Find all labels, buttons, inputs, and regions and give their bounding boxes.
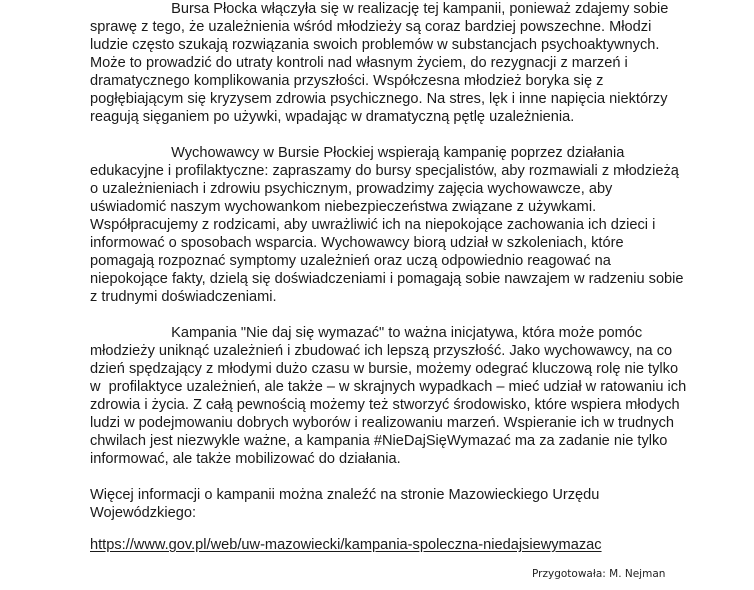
paragraph-2-line-5: Współpracujemy z rodzicami, aby uwrażliwić ich na niepokojące zachowania ich dzieci i xyxy=(90,217,656,233)
paragraph-1-line-2: sprawę z tego, że uzależnienia wśród młodzieży są coraz bardziej powszechne. Młodzi xyxy=(90,19,652,35)
info-line-1: Więcej informacji o kampanii można znaleźć na stronie Mazowieckiego Urzędu xyxy=(90,487,600,503)
info-line-2: Wojewódzkiego: xyxy=(90,505,196,521)
paragraph-3-line-2: młodzieży uniknąć uzależnień i zbudować ich lepszą przyszłość. Jako wychowawcy, na co xyxy=(90,343,673,359)
paragraph-3-line-8: informować, ale także mobilizować do działania. xyxy=(90,451,401,467)
campaign-link[interactable]: https://www.gov.pl/web/uw-mazowiecki/kampania-spoleczna-niedajsiewymazac xyxy=(90,537,602,553)
paragraph-3-line-5: zdrowia i życia. Z całą pewnością możemy też stworzyć środowisko, które wspiera młodych xyxy=(90,397,680,413)
paragraph-2-line-8: niepokojące fakty, dzielą się doświadczeniami i pomagają sobie nawzajem w radzeniu sobie xyxy=(90,271,684,287)
paragraph-2-line-1: Wychowawcy w Bursie Płockiej wspierają kampanię poprzez działania xyxy=(90,145,625,161)
paragraph-3-line-7: chwilach jest niezwykle ważne, a kampania #NieDajSięWymazać ma za zadanie nie tylko xyxy=(90,433,668,449)
paragraph-1-line-6: pogłębiającym się kryzysem zdrowia psychicznego. Na stres, lęk i inne napięcia niektórzy xyxy=(90,91,668,107)
paragraph-3-line-3: dzień spędzający z młodymi dużo czasu w bursie, możemy odegrać kluczową rolę nie tylko xyxy=(90,361,679,377)
paragraph-1-line-3: ludzie często szukają rozwiązania swoich problemów w substancjach psychoaktywnych. xyxy=(90,37,660,53)
paragraph-1-line-5: dramatycznego komplikowania przyszłości. Współczesna młodzież boryka się z xyxy=(90,73,604,89)
paragraph-2-line-9: z trudnymi doświadczeniami. xyxy=(90,289,277,305)
paragraph-2-line-4: uświadomić naszym wychowankom niebezpieczeństwa związane z używkami. xyxy=(90,199,597,215)
paragraph-3-line-1: Kampania "Nie daj się wymazać" to ważna inicjatywa, która może pomóc xyxy=(90,325,643,341)
paragraph-2-line-6: informować o sposobach wsparcia. Wychowawcy biorą udział w szkoleniach, które xyxy=(90,235,624,251)
paragraph-1-line-7: reagują sięganiem po używki, wpadając w dramatyczną pętlę uzależnienia. xyxy=(90,109,575,125)
paragraph-2-line-7: pomagają rozpoznać symptomy uzależnień oraz uczą odpowiednio reagować na xyxy=(90,253,611,269)
paragraph-3-line-6: ludzi w podejmowaniu dobrych wyborów i realizowaniu marzeń. Wspieranie ich w trudnych xyxy=(90,415,675,431)
paragraph-3-line-4: w profilaktyce uzależnień, ale także – w skrajnych wypadkach – mieć udział w ratowaniu ich xyxy=(90,379,687,395)
paragraph-2-line-3: o uzależnieniach i zdrowiu psychicznym, prowadzimy zajęcia wychowawcze, aby xyxy=(90,181,613,197)
paragraph-2-line-2: edukacyjne i profilaktyczne: zapraszamy do bursy specjalistów, aby rozmawiali z młodzieżą xyxy=(90,163,679,179)
paragraph-1-line-1: Bursa Płocka włączyła się w realizację tej kampanii, ponieważ zdajemy sobie xyxy=(90,1,669,17)
signature: Przygotowała: M. Nejman xyxy=(532,568,666,580)
paragraph-1-line-4: Może to prowadzić do utraty kontroli nad własnym życiem, do rezygnacji z marzeń i xyxy=(90,55,628,71)
